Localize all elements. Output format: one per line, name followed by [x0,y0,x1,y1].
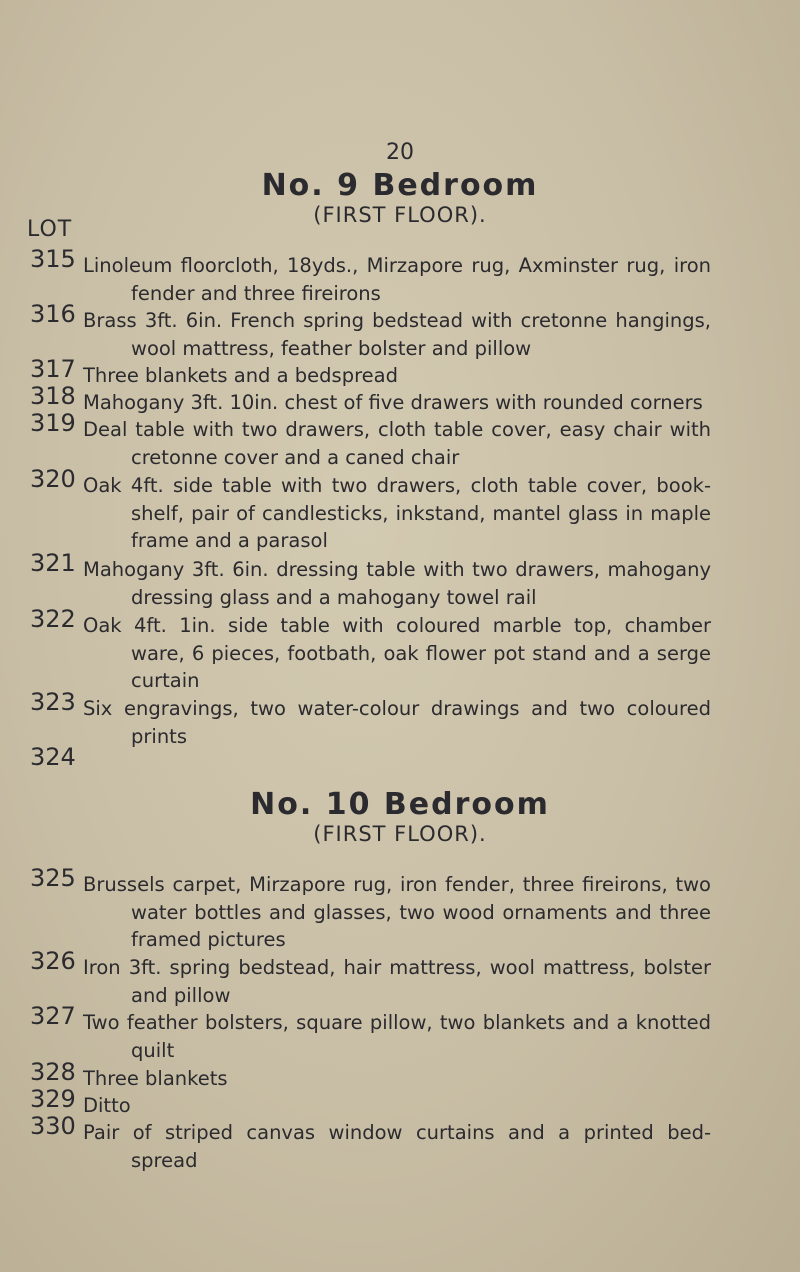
section-subtitle: (FIRST FLOOR). [313,203,487,227]
section-title: No. 9 Bedroom [261,168,539,203]
lot-number: 317 [30,355,76,383]
lot-number: 318 [30,382,76,410]
lot-description: Brass 3ft. 6in. French spring bedstead with cretonne hangings, wool mattress, feather bolster and pillow [83,309,711,360]
lot-description: Three blankets [83,1067,228,1090]
lot-description: Pair of striped canvas window curtains and a printed bed-spread [83,1121,711,1172]
lot-number: 326 [30,947,76,975]
lot-number: 316 [30,300,76,328]
lot-number: 325 [30,864,76,892]
lot-number: 323 [30,688,76,716]
lot-description: Two feather bolsters, square pillow, two blankets and a knotted quilt [83,1011,711,1062]
lot-description: Mahogany 3ft. 6in. dressing table with two drawers, mahogany dressing glass and a mahogany towel rail [83,558,711,609]
lot-description: Oak 4ft. side table with two drawers, cloth table cover, book-shelf, pair of candlesticks, inkstand, mantel glass in maple frame and a parasol [83,474,711,552]
lot-number: 319 [30,409,76,437]
lot-description: Ditto [83,1094,131,1117]
section-subtitle: (FIRST FLOOR). [313,822,487,846]
lot-column-heading: LOT [27,217,73,242]
lot-number: 324 [30,743,76,771]
lot-description: Iron 3ft. spring bedstead, hair mattress, wool mattress, bolster and pillow [83,956,711,1007]
lot-description: Six engravings, two water-colour drawings and two coloured prints [83,697,711,748]
lot-number: 327 [30,1002,76,1030]
lot-description: Oak 4ft. 1in. side table with coloured marble top, chamber ware, 6 pieces, footbath, oak flower pot stand and a serge curtain [83,614,711,692]
lot-number: 322 [30,605,76,633]
lot-number: 321 [30,549,76,577]
lot-number: 328 [30,1058,76,1086]
lot-description: Mahogany 3ft. 10in. chest of five drawers with rounded corners [83,391,703,414]
lot-number: 315 [30,245,76,273]
section-title: No. 10 Bedroom [250,787,550,822]
lot-description: Three blankets and a bedspread [83,364,398,387]
lot-number: 320 [30,465,76,493]
lot-description: Brussels carpet, Mirzapore rug, iron fender, three fireirons, two water bottles and glasses, two wood ornaments and three framed pictures [83,873,711,951]
lot-description: Linoleum floorcloth, 18yds., Mirzapore rug, Axminster rug, iron fender and three fireirons [83,254,711,305]
lot-number: 329 [30,1085,76,1113]
lot-number: 330 [30,1112,76,1140]
lot-description: Deal table with two drawers, cloth table cover, easy chair with cretonne cover and a caned chair [83,418,711,469]
page-number: 20 [386,140,414,165]
